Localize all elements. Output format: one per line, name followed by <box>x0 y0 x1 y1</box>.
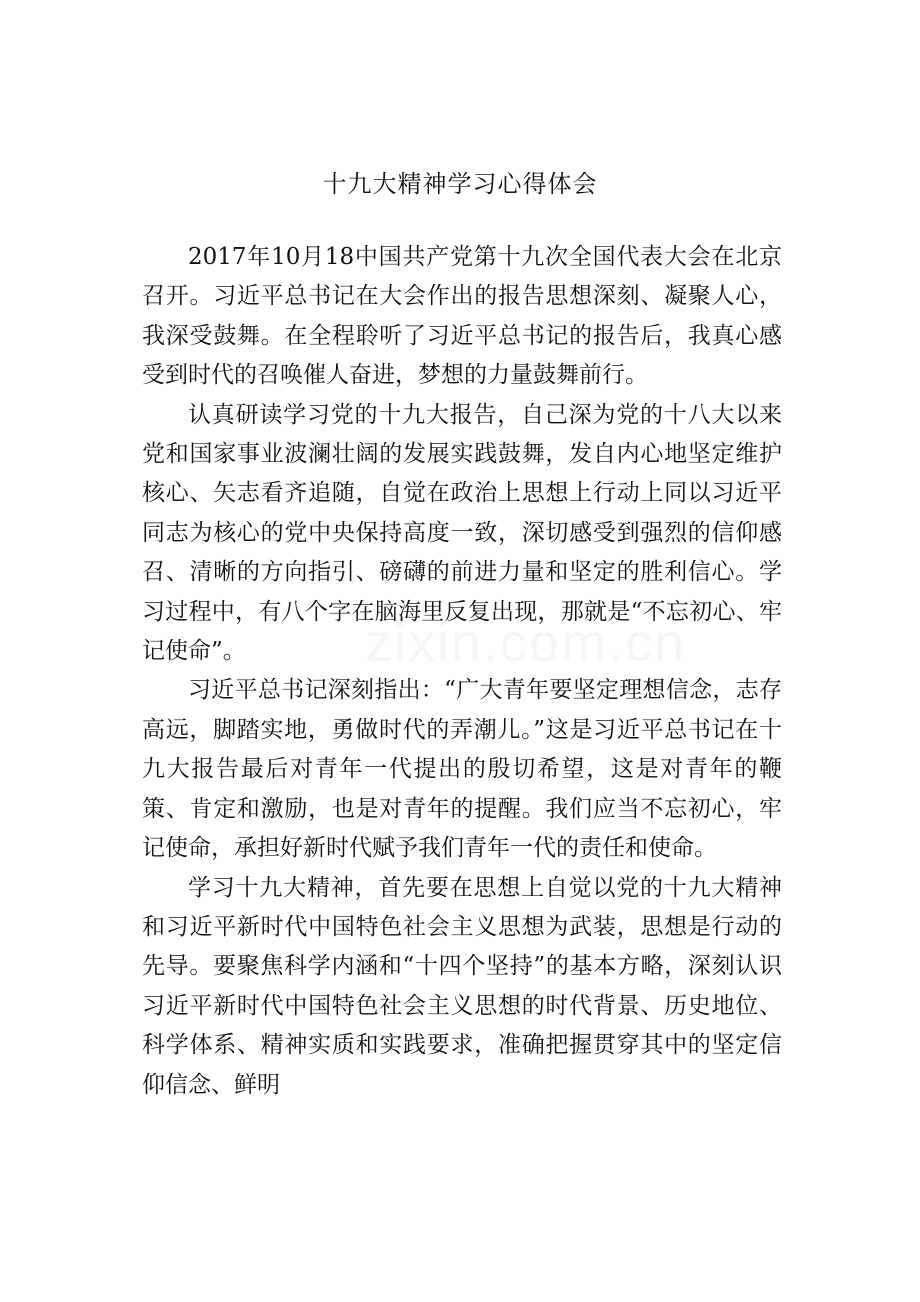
paragraph-2: 认真研读学习党的十九大报告，自己深为党的十八大以来党和国家事业波澜壮阔的发展实践鼓舞，发自内心地坚定维护核心、矢志看齐追随，自觉在政治上思想上行动上同以习近平同志为核心的党中央保持高度一致，深切感受到强烈的信仰感召、清晰的方向指引、磅礴的前进力量和坚定的胜利信心。学习过程中，有八个字在脑海里反复出现，那就是“不忘初心、牢记使命”。 <box>142 401 782 665</box>
document-title: 十九大精神学习心得体会 <box>322 170 598 198</box>
paragraph-1: 2017年10月18中国共产党第十九次全国代表大会在北京召开。习近平总书记在大会作出的报告思想深刻、凝聚人心，我深受鼓舞。在全程聆听了习近平总书记的报告后，我真心感受到时代的召唤催人奋进，梦想的力量鼓舞前行。 <box>142 244 782 389</box>
paragraph-4: 学习十九大精神，首先要在思想上自觉以党的十九大精神和习近平新时代中国特色社会主义思想为武装，思想是行动的先导。要聚焦科学内涵和“十四个坚持”的基本方略，深刻认识习近平新时代中国特色社会主义思想的时代背景、历史地位、科学体系、精神实质和实践要求，准确把握贯穿其中的坚定信仰信念、鲜明 <box>142 874 782 1098</box>
document-body <box>142 238 782 1105</box>
paragraph-3: 习近平总书记深刻指出：“广大青年要坚定理想信念，志存高远，脚踏实地，勇做时代的弄潮儿。”这是习近平总书记在十九大报告最后对青年一代提出的殷切希望，这是对青年的鞭策、肯定和激励，也是对青年的提醒。我们应当不忘初心，牢记使命，承担好新时代赋予我们青年一代的责任和使命。 <box>142 677 782 862</box>
watermark: zixin.com.cn <box>365 613 687 673</box>
